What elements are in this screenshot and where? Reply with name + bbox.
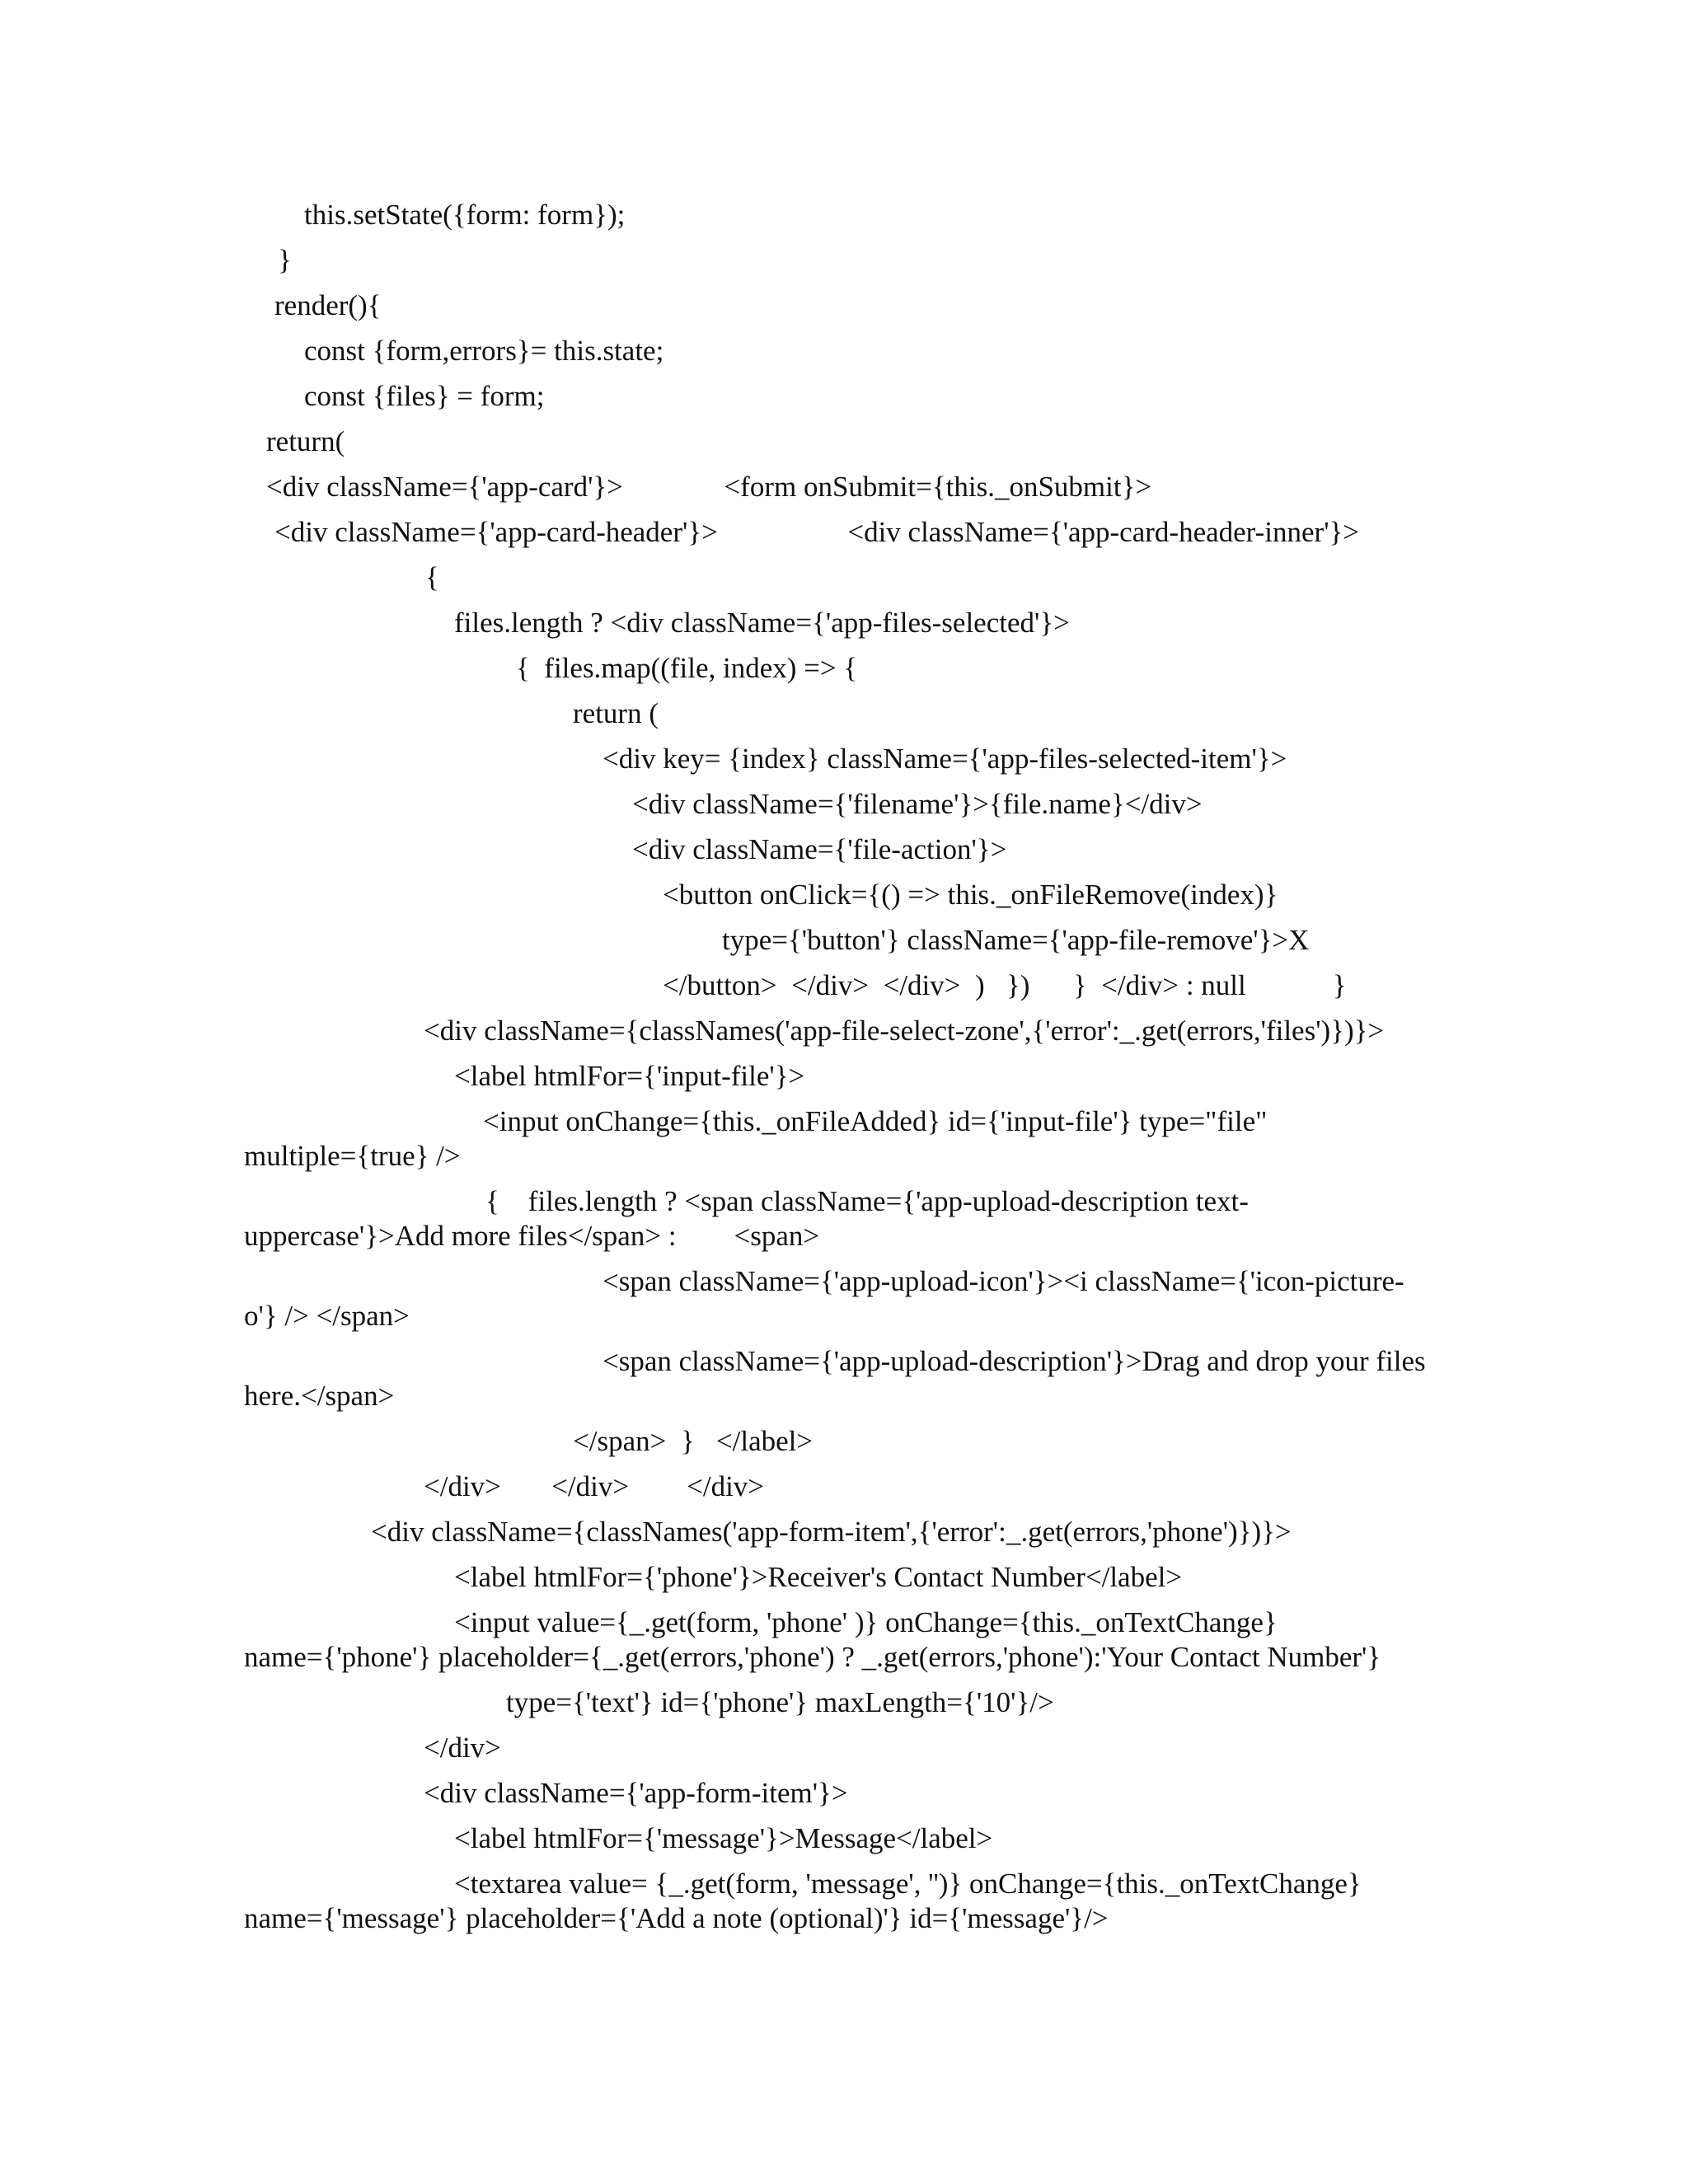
code-line-1: this.setState({form: form});: [304, 199, 626, 231]
code-line-2: }: [278, 244, 292, 276]
code-line-34: name={'phone'} placeholder={_.get(errors,'phone') ? _.get(errors,'phone'):'Your Contact Number'}: [244, 1641, 1381, 1673]
code-line-8: <div className={'app-card-header'}> <div className={'app-card-header-inner'}>: [274, 516, 1360, 548]
code-line-9: {: [425, 561, 439, 593]
code-line-27: <span className={'app-upload-description'}>Drag and drop your files: [603, 1345, 1426, 1377]
code-line-3: render(){: [274, 289, 382, 321]
code-line-28: here.</span>: [244, 1380, 395, 1412]
code-line-26: o'} /> </span>: [244, 1300, 410, 1332]
code-line-39: <textarea value= {_.get(form, 'message', '')} onChange={this._onTextChange}: [454, 1868, 1362, 1900]
code-line-5: const {files} = form;: [304, 380, 545, 412]
code-line-18: </button> </div> </div> ) }) } </div> : null }: [663, 969, 1347, 1001]
code-line-4: const {form,errors}= this.state;: [304, 335, 664, 367]
code-line-20: <label htmlFor={'input-file'}>: [454, 1060, 805, 1092]
code-line-17: type={'button'} className={'app-file-remove'}>X: [722, 924, 1310, 956]
code-line-16: <button onClick={() => this._onFileRemove(index)}: [663, 879, 1278, 911]
code-line-10: files.length ? <div className={'app-files-selected'}>: [454, 607, 1070, 639]
code-line-14: <div className={'filename'}>{file.name}</div>: [632, 788, 1203, 820]
code-line-6: return(: [266, 425, 345, 457]
code-line-36: </div>: [424, 1732, 501, 1764]
code-line-13: <div key= {index} className={'app-files-selected-item'}>: [603, 743, 1287, 775]
code-line-40: name={'message'} placeholder={'Add a note (optional)'} id={'message'}/>: [244, 1902, 1109, 1934]
code-line-24: uppercase'}>Add more files</span> : <span>: [244, 1220, 820, 1252]
code-line-30: </div> </div> </div>: [424, 1470, 765, 1502]
code-line-12: return (: [573, 697, 659, 729]
code-line-23: { files.length ? <span className={'app-upload-description text-: [485, 1185, 1249, 1217]
code-line-29: </span> } </label>: [573, 1425, 814, 1457]
code-line-31: <div className={classNames('app-form-item',{'error':_.get(errors,'phone')})}>: [371, 1516, 1292, 1548]
code-line-22: multiple={true} />: [244, 1140, 461, 1172]
code-line-21: <input onChange={this._onFileAdded} id={'input-file'} type="file": [483, 1105, 1268, 1137]
code-line-15: <div className={'file-action'}>: [632, 833, 1007, 865]
code-line-32: <label htmlFor={'phone'}>Receiver's Contact Number</label>: [454, 1561, 1183, 1593]
code-line-37: <div className={'app-form-item'}>: [424, 1777, 848, 1809]
code-line-11: { files.map((file, index) => {: [516, 652, 858, 684]
code-line-35: type={'text'} id={'phone'} maxLength={'10'}/>: [506, 1686, 1054, 1718]
code-line-19: <div className={classNames('app-file-select-zone',{'error':_.get(errors,'files')})}>: [424, 1015, 1385, 1047]
code-line-38: <label htmlFor={'message'}>Message</label>: [454, 1822, 993, 1854]
code-line-33: <input value={_.get(form, 'phone' )} onChange={this._onTextChange}: [454, 1606, 1278, 1638]
code-line-25: <span className={'app-upload-icon'}><i className={'icon-picture-: [603, 1265, 1404, 1297]
code-line-7: <div className={'app-card'}> <form onSubmit={this._onSubmit}>: [266, 471, 1152, 503]
